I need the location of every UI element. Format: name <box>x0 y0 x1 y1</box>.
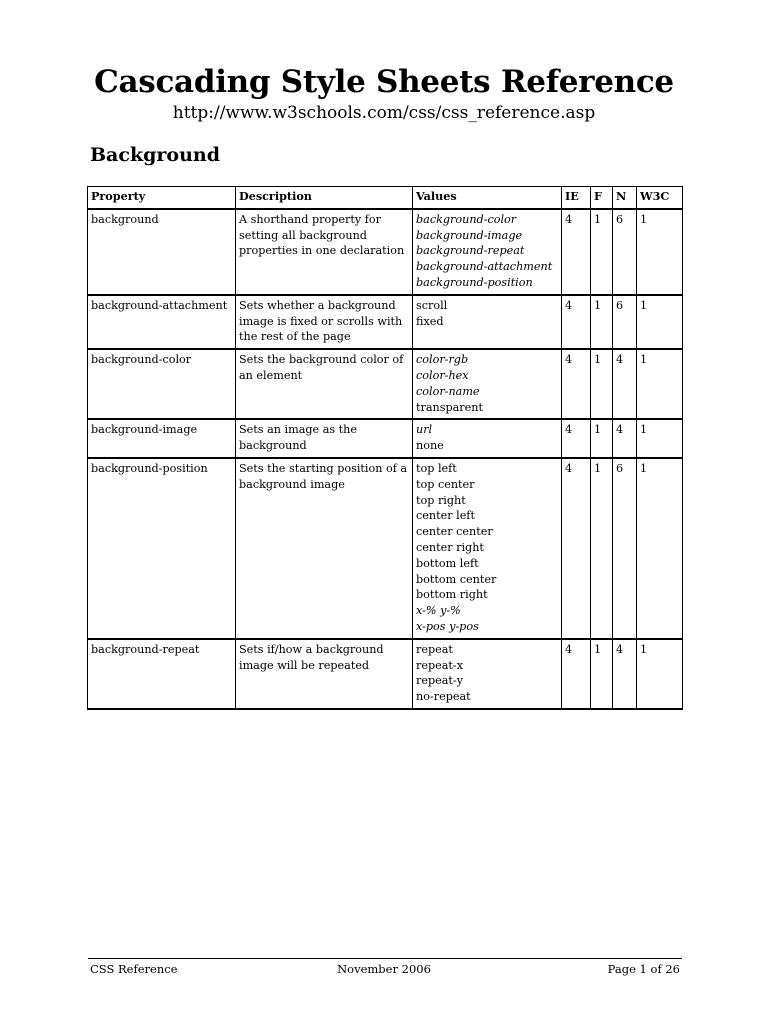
table-row <box>88 458 683 639</box>
value-item: x-% y-% <box>416 604 461 618</box>
page-title: Cascading Style Sheets Reference <box>94 64 674 100</box>
value-item: fixed <box>416 314 444 328</box>
w3c-cell: 1 <box>637 295 683 349</box>
reference-url[interactable]: http://www.w3schools.com/css/css_reference.asp <box>172 103 596 123</box>
values-cell <box>413 419 562 458</box>
f-cell: 1 <box>591 209 613 295</box>
table-row <box>88 349 683 419</box>
f-cell: 1 <box>591 349 613 419</box>
n-cell: 6 <box>613 209 637 295</box>
footer-right: Page 1 of 26 <box>607 962 680 976</box>
value-item: background-position <box>416 275 533 289</box>
table-row <box>88 209 683 295</box>
value-item: url <box>416 423 433 437</box>
values-cell <box>413 458 562 639</box>
f-cell: 1 <box>591 458 613 639</box>
header-f: F <box>591 187 613 209</box>
description-cell: Sets if/how a background image will be repeated <box>236 639 413 709</box>
ie-cell: 4 <box>562 349 591 419</box>
property-cell: background-color <box>88 349 236 419</box>
w3c-cell: 1 <box>637 209 683 295</box>
value-item: repeat-x <box>416 658 464 672</box>
value-item: no-repeat <box>416 690 471 704</box>
value-item: background-image <box>416 228 523 242</box>
header-ie: IE <box>562 187 591 209</box>
property-cell: background-attachment <box>88 295 236 349</box>
n-cell: 6 <box>613 295 637 349</box>
w3c-cell: 1 <box>637 458 683 639</box>
description-cell: Sets the background color of an element <box>236 349 413 419</box>
value-item: repeat-y <box>416 674 464 688</box>
value-item: scroll <box>416 298 448 312</box>
ie-cell: 4 <box>562 295 591 349</box>
values-cell <box>413 639 562 709</box>
value-item: bottom center <box>416 572 497 586</box>
description-cell: Sets an image as the background <box>236 419 413 458</box>
ie-cell: 4 <box>562 419 591 458</box>
footer-center: November 2006 <box>337 962 431 976</box>
header-w3c: W3C <box>637 187 683 209</box>
n-cell: 4 <box>613 349 637 419</box>
ie-cell: 4 <box>562 639 591 709</box>
value-item: top right <box>416 493 466 507</box>
values-cell <box>413 349 562 419</box>
value-item: bottom right <box>416 588 488 602</box>
table-row <box>88 295 683 349</box>
value-item: x-pos y-pos <box>416 619 479 633</box>
section-heading: Background <box>90 144 220 166</box>
table-header-row <box>88 187 683 209</box>
property-cell: background-image <box>88 419 236 458</box>
value-item: bottom left <box>416 556 479 570</box>
header-description: Description <box>236 187 413 209</box>
value-item: background-color <box>416 212 517 226</box>
value-item: transparent <box>416 400 483 414</box>
property-cell: background-repeat <box>88 639 236 709</box>
value-item: top center <box>416 477 475 491</box>
header-property: Property <box>88 187 236 209</box>
header-values: Values <box>413 187 562 209</box>
value-item: color-rgb <box>416 353 469 367</box>
description-cell: Sets whether a background image is fixed or scrolls with the rest of the page <box>236 295 413 349</box>
values-cell <box>413 295 562 349</box>
value-item: color-hex <box>416 368 469 382</box>
ie-cell: 4 <box>562 209 591 295</box>
ie-cell: 4 <box>562 458 591 639</box>
table-row <box>88 639 683 709</box>
w3c-cell: 1 <box>637 639 683 709</box>
values-cell <box>413 209 562 295</box>
description-cell: Sets the starting position of a background image <box>236 458 413 639</box>
f-cell: 1 <box>591 295 613 349</box>
value-item: none <box>416 439 444 453</box>
n-cell: 4 <box>613 639 637 709</box>
property-cell: background-position <box>88 458 236 639</box>
description-cell: A shorthand property for setting all background properties in one declaration <box>236 209 413 295</box>
value-item: center right <box>416 540 484 554</box>
value-item: center center <box>416 525 493 539</box>
table-row <box>88 419 683 458</box>
value-item: center left <box>416 509 475 523</box>
n-cell: 6 <box>613 458 637 639</box>
value-item: background-repeat <box>416 244 525 258</box>
value-item: repeat <box>416 642 453 656</box>
css-reference-table <box>87 186 683 710</box>
value-item: background-attachment <box>416 260 553 274</box>
n-cell: 4 <box>613 419 637 458</box>
w3c-cell: 1 <box>637 349 683 419</box>
property-cell: background <box>88 209 236 295</box>
header-n: N <box>613 187 637 209</box>
value-item: color-name <box>416 384 480 398</box>
f-cell: 1 <box>591 419 613 458</box>
footer-left: CSS Reference <box>90 962 178 976</box>
value-item: top left <box>416 461 457 475</box>
f-cell: 1 <box>591 639 613 709</box>
w3c-cell: 1 <box>637 419 683 458</box>
footer-divider <box>88 958 682 959</box>
